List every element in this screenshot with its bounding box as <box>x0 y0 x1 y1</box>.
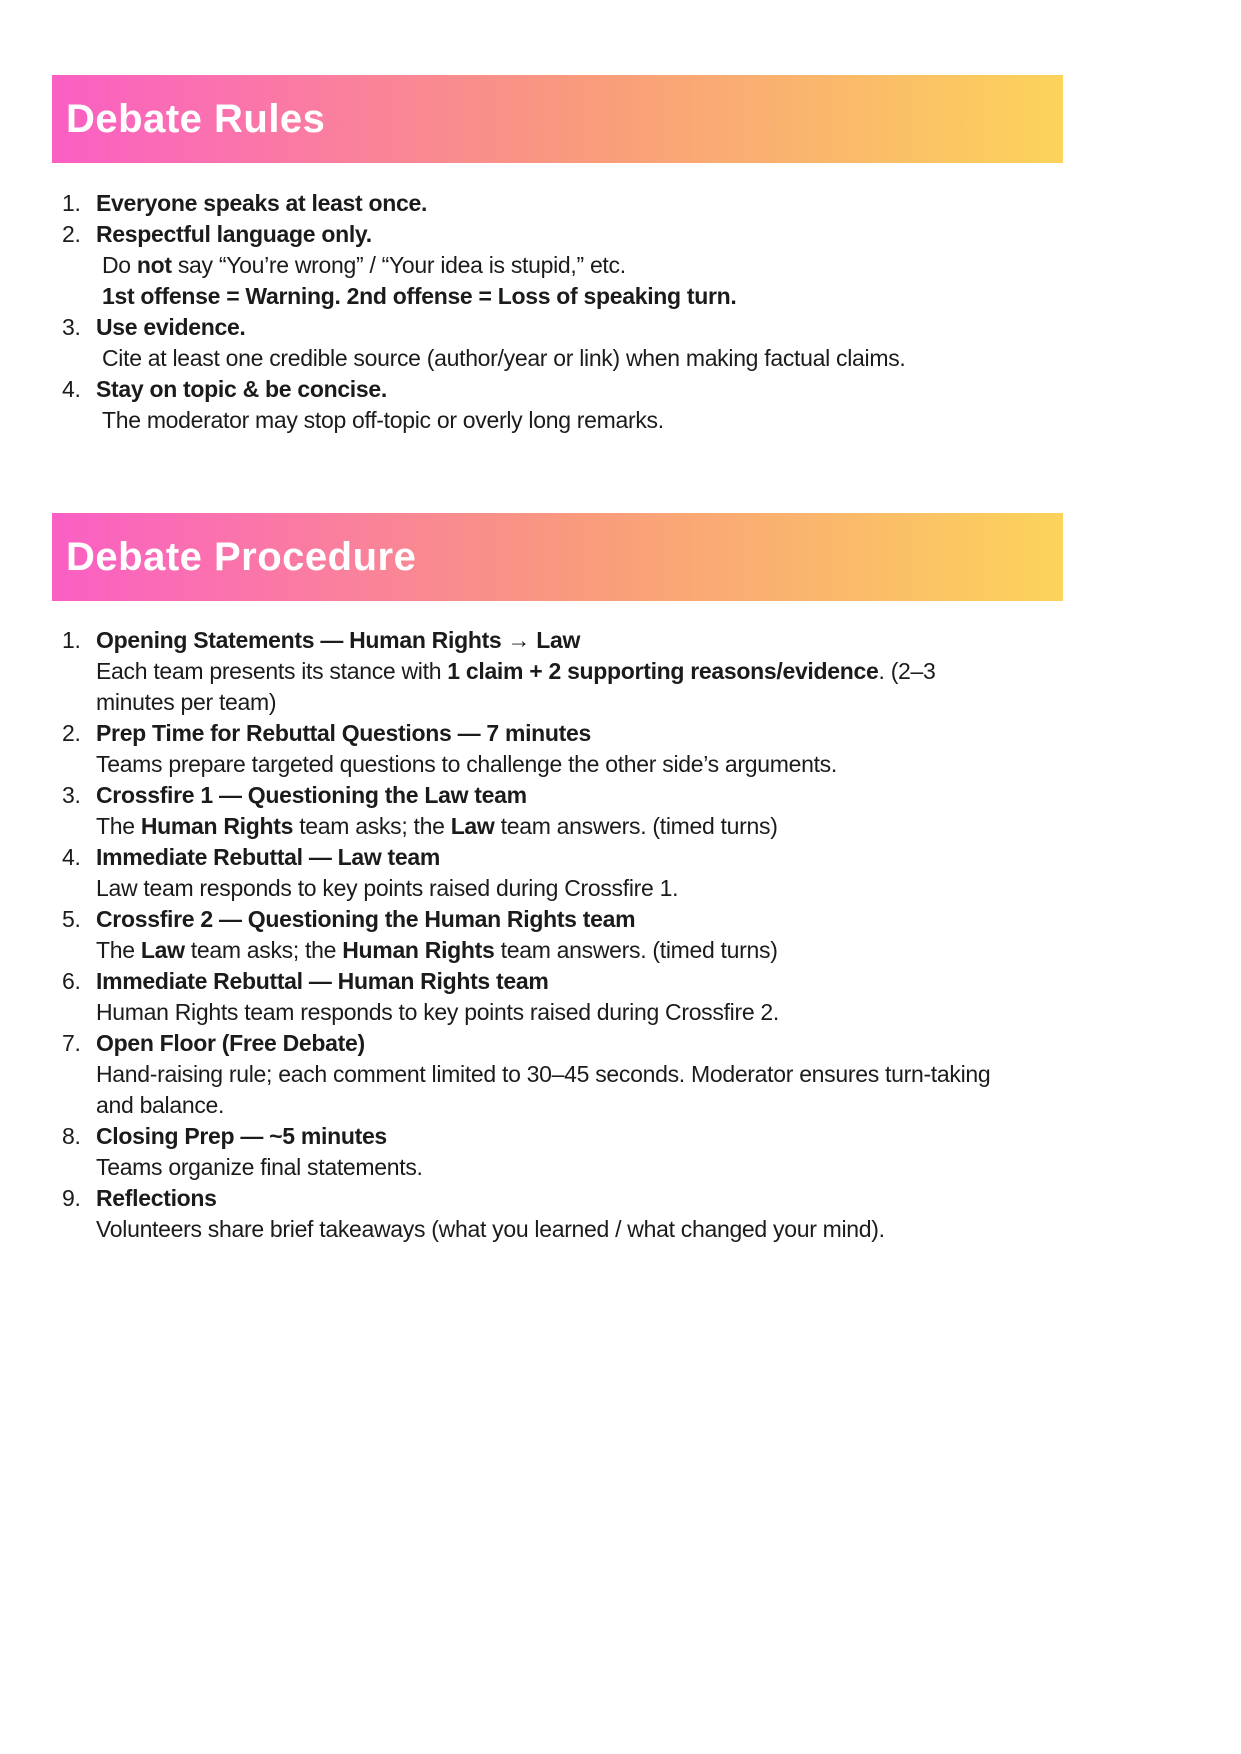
item-text-line: The Human Rights team asks; the Law team answers. (timed turns) <box>96 813 778 839</box>
item-number: 8. <box>62 1123 81 1149</box>
item-number: 2. <box>62 221 81 247</box>
item-number: 2. <box>62 720 81 746</box>
list-item <box>62 188 1072 219</box>
list-item <box>62 780 1072 842</box>
item-text-line: Do not say “You’re wrong” / “Your idea is stupid,” etc. <box>102 252 626 278</box>
list-item <box>62 966 1072 1028</box>
item-heading: Prep Time for Rebuttal Questions — 7 minutes <box>96 720 592 746</box>
item-heading: Use evidence. <box>96 314 246 340</box>
item-number: 5. <box>62 906 81 932</box>
item-heading: Opening Statements — Human Rights → Law <box>96 627 581 653</box>
item-text-line: Volunteers share brief takeaways (what you learned / what changed your mind). <box>96 1216 885 1242</box>
list-item <box>62 842 1072 904</box>
item-text-line: The moderator may stop off-topic or overly long remarks. <box>102 407 664 433</box>
item-text-line: Hand-raising rule; each comment limited to 30–45 seconds. Moderator ensures turn-taking <box>96 1061 991 1087</box>
item-heading: Immediate Rebuttal — Human Rights team <box>96 968 549 994</box>
list-item <box>62 312 1072 374</box>
procedure-list <box>62 625 1072 1245</box>
item-text-line: Human Rights team responds to key points raised during Crossfire 2. <box>96 999 780 1025</box>
list-item <box>62 1028 1072 1121</box>
item-heading: Crossfire 2 — Questioning the Human Rights team <box>96 906 636 932</box>
item-heading: Crossfire 1 — Questioning the Law team <box>96 782 527 808</box>
item-number: 7. <box>62 1030 81 1056</box>
item-heading: Reflections <box>96 1185 217 1211</box>
list-item <box>62 1183 1072 1245</box>
item-number: 3. <box>62 314 81 340</box>
section-debate-rules <box>0 75 1241 436</box>
item-number: 1. <box>62 190 81 216</box>
item-number: 3. <box>62 782 81 808</box>
section-header-banner <box>52 513 1063 601</box>
list-item <box>62 904 1072 966</box>
list-item <box>62 625 1072 718</box>
section-debate-procedure <box>0 513 1241 1245</box>
section-title: Debate Procedure <box>66 534 417 579</box>
list-item <box>62 374 1072 436</box>
list-item <box>62 219 1072 312</box>
section-title: Debate Rules <box>66 96 326 141</box>
item-text-line: Law team responds to key points raised during Crossfire 1. <box>96 875 679 901</box>
item-number: 4. <box>62 376 81 402</box>
item-text-line: and balance. <box>96 1092 225 1118</box>
item-heading: Immediate Rebuttal — Law team <box>96 844 441 870</box>
item-heading: Respectful language only. <box>96 221 372 247</box>
item-text-line: Teams prepare targeted questions to challenge the other side’s arguments. <box>96 751 837 777</box>
item-heading: Open Floor (Free Debate) <box>96 1030 365 1056</box>
item-heading: Closing Prep — ~5 minutes <box>96 1123 387 1149</box>
item-number: 6. <box>62 968 81 994</box>
item-number: 4. <box>62 844 81 870</box>
item-text-line: minutes per team) <box>96 689 277 715</box>
item-text-line: Teams organize final statements. <box>96 1154 423 1180</box>
item-text-line: Cite at least one credible source (author/year or link) when making factual claims. <box>102 345 906 371</box>
item-text-line: 1st offense = Warning. 2nd offense = Loss of speaking turn. <box>102 283 737 309</box>
item-text-line: The Law team asks; the Human Rights team answers. (timed turns) <box>96 937 778 963</box>
item-number: 9. <box>62 1185 81 1211</box>
rules-list <box>62 188 1072 436</box>
item-number: 1. <box>62 627 81 653</box>
section-header-banner <box>52 75 1063 163</box>
list-item <box>62 718 1072 780</box>
item-heading: Stay on topic & be concise. <box>96 376 387 402</box>
list-item <box>62 1121 1072 1183</box>
item-text-line: Each team presents its stance with 1 claim + 2 supporting reasons/evidence. (2–3 <box>96 658 936 684</box>
item-heading: Everyone speaks at least once. <box>96 190 428 216</box>
